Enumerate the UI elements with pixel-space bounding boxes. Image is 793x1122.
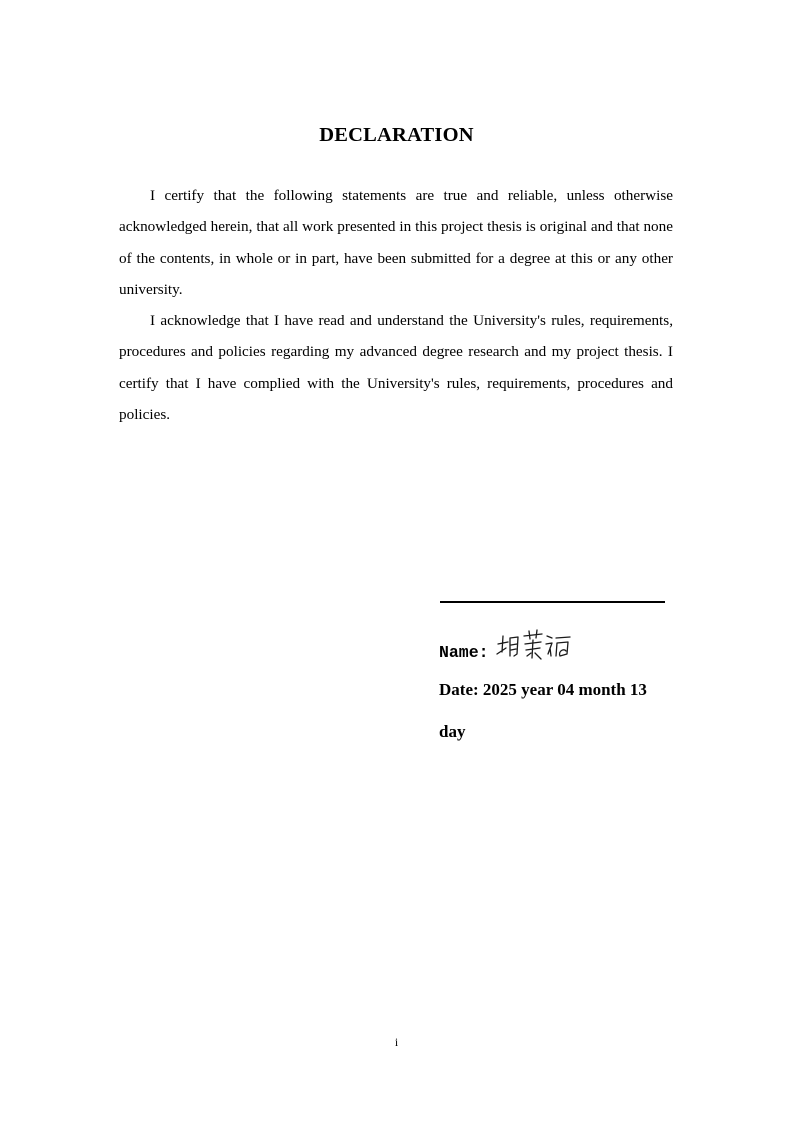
name-label: Name: [439,643,489,662]
declaration-paragraph-2: I acknowledge that I have read and understand the University's rules, requirements, procedures and policies regarding my advanced degree research and my project thesis. I certify that I have complied with the University's rules, requirements, procedures and policies. [119,312,673,424]
date-value-continued: day [439,722,466,741]
declaration-body [119,180,673,430]
name-row [439,642,489,662]
handwritten-signature [494,626,574,666]
declaration-paragraph-1: I certify that the following statements are true and reliable, unless otherwise acknowledged herein, that all work presented in this project thesis is original and that none of the contents, in whole or in part, have been submitted for a degree at this or any other university. [119,187,673,298]
date-row [439,676,679,745]
page-number: i [394,1035,399,1049]
date-label: Date: [439,680,479,699]
date-value: 2025 year 04 month 13 [482,680,647,699]
signature-line [440,601,665,603]
page-title: DECLARATION [319,124,474,146]
